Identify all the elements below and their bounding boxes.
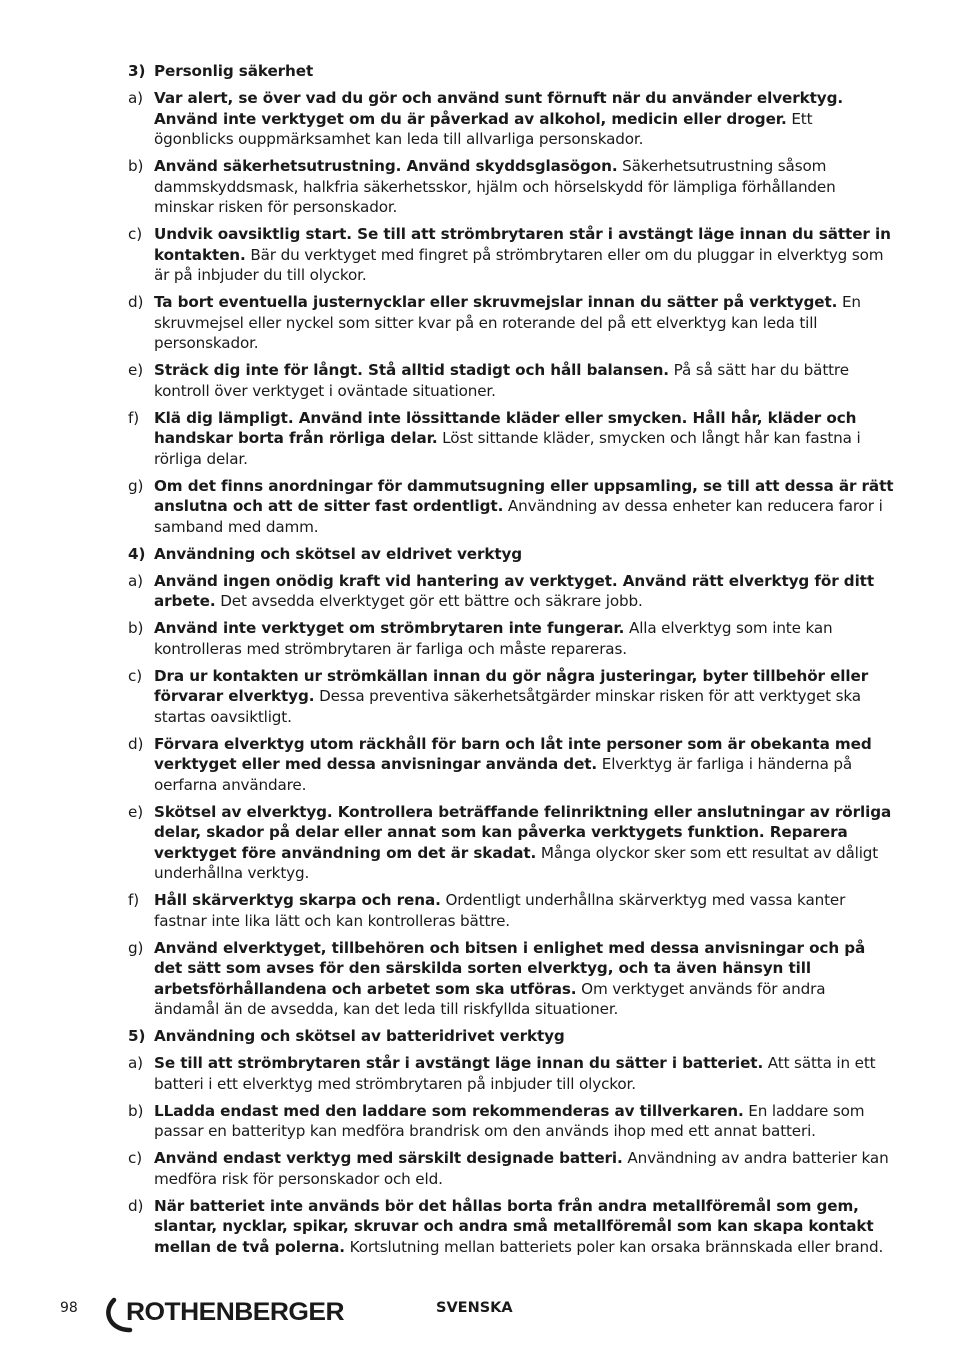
list-item: [128, 156, 894, 218]
item-normal-text: Ett ögonblicks ouppmärksamhet kan leda till allvarliga personskador.: [154, 109, 813, 148]
list-item: [128, 1196, 894, 1258]
item-normal-text: Kortslutning mellan batteriets poler kan orsaka brännskada eller brand.: [344, 1237, 884, 1256]
section-heading: [128, 544, 894, 565]
item-normal-text: En skruvmejsel eller nyckel som sitter kvar på en roterande del på ett elverktyg kan leda till personskador.: [154, 293, 861, 352]
item-label: f): [128, 891, 139, 909]
list-item: [128, 88, 894, 150]
item-label: d): [128, 1196, 144, 1215]
item-bold-text: Förvara elverktyg utom räckhåll för barn och låt inte personer som är obekanta med verktyget eller med dessa anvisningar använda det.: [154, 734, 872, 773]
item-normal-text: Säkerhetsutrustning såsom dammskyddsmask, halkfria säkerhetsskor, hjälm och hörselskydd för lämpliga förhållanden minskar risken för personskador.: [154, 157, 836, 216]
list-item: [128, 1148, 894, 1189]
item-text: [154, 476, 894, 538]
item-label: a): [128, 89, 143, 107]
item-label: b): [128, 619, 144, 637]
item-normal-text: Bär du verktyget med fingret på strömbrytaren eller om du pluggar in elverktyg som är på inbjuder du till olyckor.: [154, 245, 884, 284]
item-text: [154, 408, 894, 470]
item-bold-text: Skötsel av elverktyg. Kontrollera beträffande felinriktning eller anslutningar av rörliga delar, skador på delar eller annat som kan påverka verktygets funktion. Reparera verktyget före användning om det är skadat.: [154, 802, 892, 862]
item-text: [154, 938, 894, 1020]
list-item: [128, 224, 894, 286]
list-item: [128, 802, 894, 884]
item-text: [154, 618, 894, 659]
section-number: 5): [128, 1027, 146, 1045]
svg-text:ROTHENBERGER: ROTHENBERGER: [126, 1298, 345, 1326]
item-normal-text: På så sätt har du bättre kontroll över verktyget i oväntade situationer.: [154, 361, 849, 400]
list-item: [128, 476, 894, 538]
item-text: [154, 1196, 894, 1258]
item-bold-text: Använd inte verktyget om strömbrytaren inte fungerar.: [154, 619, 625, 637]
list-item: [128, 292, 894, 354]
item-label: e): [128, 361, 143, 379]
item-bold-text: Sträck dig inte för långt. Stå alltid stadigt och håll balansen.: [154, 361, 669, 379]
item-text: [154, 734, 894, 796]
item-label: d): [128, 734, 144, 753]
item-bold-text: Klä dig lämpligt. Använd inte lössittande kläder eller smycken. Håll hår, kläder och handskar borta från rörliga delar.: [154, 408, 857, 447]
item-label: c): [128, 225, 142, 243]
section-number: 4): [128, 544, 146, 563]
item-normal-text: Löst sittande kläder, smycken och långt hår kan fastna i rörliga delar.: [154, 429, 861, 468]
item-text: [154, 224, 894, 286]
item-normal-text: Det avsedda elverktyget gör ett bättre och säkrare jobb.: [215, 592, 643, 610]
item-bold-text: Använd ingen onödig kraft vid hantering av verktyget. Använd rätt elverktyg för ditt arbete.: [154, 571, 874, 610]
item-label: f): [128, 408, 139, 427]
list-item: [128, 1101, 894, 1142]
item-bold-text: Var alert, se över vad du gör och använd sunt förnuft när du använder elverktyg. Använd inte verktyget om du är påverkad av alkohol, medicin eller droger.: [154, 89, 844, 128]
list-item: [128, 666, 894, 728]
section-heading: [128, 61, 894, 82]
item-bold-text: Undvik oavsiktlig start. Se till att strömbrytaren står i avstängt läge innan du sätter in kontakten.: [154, 225, 891, 264]
section-heading: [128, 1026, 894, 1047]
section-title: Personlig säkerhet: [154, 62, 314, 80]
item-text: [154, 360, 894, 401]
item-text: [154, 1148, 894, 1189]
item-label: c): [128, 1149, 142, 1167]
item-label: g): [128, 476, 144, 495]
item-normal-text: Dessa preventiva säkerhetsåtgärder minskar risken för att verktyget ska startas oavsiktligt.: [154, 687, 861, 726]
item-bold-text: Om det finns anordningar för dammutsugning eller uppsamling, se till att dessa är rätt anslutna och att de sitter fast ordentligt.: [154, 476, 894, 515]
item-normal-text: Att sätta in ett batteri i ett elverktyg med strömbrytaren på inbjuder till olyckor.: [154, 1054, 876, 1093]
item-normal-text: Elverktyg är farliga i händerna på oerfarna användare.: [154, 755, 853, 794]
item-normal-text: Ordentligt underhållna skärverktyg med vassa kanter fastnar inte lika lätt och kan kontrolleras bättre.: [154, 891, 846, 930]
item-text: [154, 1101, 894, 1142]
list-item: [128, 1053, 894, 1094]
item-normal-text: En laddare som passar en batterityp kan medföra brandrisk om den används ihop med ett annat batteri.: [154, 1101, 865, 1140]
item-normal-text: Många olyckor sker som ett resultat av dåligt underhållna verktyg.: [154, 843, 879, 882]
item-text: [154, 890, 894, 931]
section-title: Användning och skötsel av batteridrivet verktyg: [154, 1027, 565, 1045]
page-content: [128, 61, 894, 1264]
list-item: [128, 408, 894, 470]
section-number: 3): [128, 62, 146, 80]
item-label: b): [128, 157, 144, 175]
item-bold-text: Håll skärverktyg skarpa och rena.: [154, 891, 441, 909]
item-text: [154, 802, 894, 884]
item-bold-text: Ta bort eventuella justernycklar eller skruvmejslar innan du sätter på verktyget.: [154, 293, 838, 311]
item-bold-text: Se till att strömbrytaren står i avstängt läge innan du sätter i batteriet.: [154, 1054, 764, 1072]
item-bold-text: Dra ur kontakten ur strömkällan innan du gör några justeringar, byter tillbehör eller förvarar elverktyg.: [154, 666, 869, 705]
item-label: d): [128, 293, 144, 311]
item-bold-text: LLadda endast med den laddare som rekommenderas av tillverkaren.: [154, 1101, 744, 1120]
list-item: [128, 890, 894, 931]
list-item: [128, 938, 894, 1020]
item-label: b): [128, 1101, 144, 1120]
item-bold-text: Använd elverktyget, tillbehören och bitsen i enlighet med dessa anvisningar och på det sätt som avses för den särskilda sorten elverktyg, och ta även hänsyn till arbetsförhållandena och arbetet som ska utföras.: [154, 938, 866, 998]
item-label: e): [128, 802, 143, 821]
section-title: Användning och skötsel av eldrivet verktyg: [154, 544, 523, 563]
item-bold-text: När batteriet inte används bör det hållas borta från andra metallföremål som gem, slantar, nycklar, spikar, skruvar och andra små metallföremål som kan skapa kontakt mellan de två polerna.: [154, 1196, 874, 1256]
item-text: [154, 1053, 894, 1094]
list-item: [128, 360, 894, 401]
rothenberger-logo: [104, 1294, 348, 1336]
item-label: a): [128, 571, 143, 590]
item-normal-text: Om verktyget används för andra ändamål än de avsedda, kan det leda till riskfyllda situationer.: [154, 979, 826, 1018]
item-text: [154, 292, 894, 354]
list-item: [128, 571, 894, 612]
item-text: [154, 88, 894, 150]
item-label: a): [128, 1054, 143, 1072]
item-text: [154, 571, 894, 612]
item-text: [154, 156, 894, 218]
item-normal-text: Alla elverktyg som inte kan kontrolleras med strömbrytaren är farliga och måste repareras.: [154, 619, 833, 658]
language-label: SVENSKA: [436, 1300, 513, 1316]
item-normal-text: Användning av dessa enheter kan reducera faror i samband med damm.: [154, 497, 883, 536]
item-text: [154, 666, 894, 728]
item-label: g): [128, 938, 144, 957]
item-label: c): [128, 666, 142, 685]
list-item: [128, 734, 894, 796]
item-bold-text: Använd endast verktyg med särskilt designade batteri.: [154, 1149, 623, 1167]
item-normal-text: Användning av andra batterier kan medföra risk för personskador och eld.: [154, 1149, 889, 1188]
item-bold-text: Använd säkerhetsutrustning. Använd skyddsglasögon.: [154, 157, 618, 175]
page-number: 98: [60, 1300, 78, 1316]
list-item: [128, 618, 894, 659]
